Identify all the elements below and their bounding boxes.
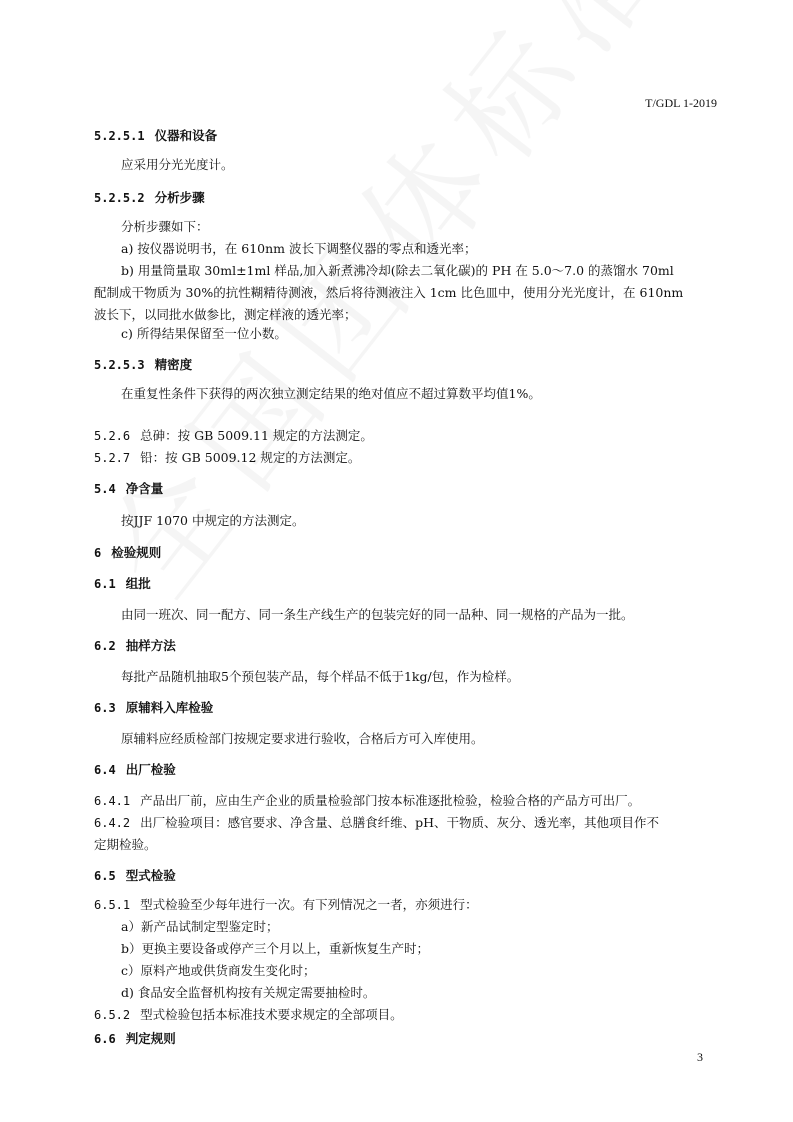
paragraph-line bbox=[121, 919, 278, 935]
section-heading bbox=[94, 576, 151, 592]
paragraph-line bbox=[121, 985, 375, 1001]
line-text: 分析步骤 bbox=[154, 190, 205, 205]
clause-number: 6.5.1 bbox=[94, 898, 131, 912]
paragraph-line bbox=[121, 963, 316, 979]
line-text: 精密度 bbox=[154, 357, 193, 372]
paragraph-line bbox=[94, 285, 683, 301]
section-heading bbox=[94, 545, 161, 561]
line-text: 定期检验。 bbox=[94, 837, 157, 852]
paragraph-line bbox=[121, 386, 541, 402]
section-heading bbox=[94, 762, 176, 778]
line-text: 原辅料应经质检部门按规定要求进行验收，合格后方可入库使用。 bbox=[121, 731, 484, 746]
clause-number: 6 bbox=[94, 546, 102, 560]
section-heading bbox=[94, 868, 176, 884]
line-text: 组批 bbox=[125, 576, 151, 591]
clause-number: 6.3 bbox=[94, 701, 116, 715]
clause-number: 5.2.5.1 bbox=[94, 129, 145, 143]
line-text: c）原料产地或供货商发生变化时； bbox=[121, 963, 316, 978]
paragraph-line bbox=[94, 307, 357, 323]
section-heading bbox=[94, 357, 192, 373]
clause-number: 6.2 bbox=[94, 639, 116, 653]
line-text: 应采用分光光度计。 bbox=[121, 157, 234, 172]
line-text: 波长下，以同批水做参比，测定样液的透光率； bbox=[94, 307, 357, 322]
clause-number: 5.2.6 bbox=[94, 429, 131, 443]
line-text: 判定规则 bbox=[125, 1031, 176, 1046]
clause-number: 6.5.2 bbox=[94, 1008, 131, 1022]
paragraph-line bbox=[121, 731, 484, 747]
line-text: 原辅料入库检验 bbox=[125, 700, 214, 715]
line-text: 出厂检验项目：感官要求、净含量、总膳食纤维、pH、干物质、灰分、透光率，其他项目作不 bbox=[140, 815, 660, 830]
line-text: 出厂检验 bbox=[125, 762, 176, 777]
paragraph-line bbox=[94, 450, 360, 466]
document-code: T/GDL 1-2019 bbox=[645, 96, 717, 110]
paragraph-line bbox=[94, 897, 478, 913]
clause-number: 6.4.1 bbox=[94, 794, 131, 808]
line-text: 检验规则 bbox=[111, 545, 162, 560]
paragraph-line bbox=[94, 815, 659, 831]
paragraph-line bbox=[94, 793, 640, 809]
section-heading bbox=[94, 638, 176, 654]
line-text: c) 所得结果保留至一位小数。 bbox=[121, 326, 287, 341]
page-number: 3 bbox=[697, 1050, 703, 1064]
clause-number: 6.6 bbox=[94, 1032, 116, 1046]
line-text: 型式检验包括本标准技术要求规定的全部项目。 bbox=[140, 1007, 403, 1022]
line-text: 净含量 bbox=[125, 481, 164, 496]
line-text: a) 按仪器说明书，在 610nm 波长下调整仪器的零点和透光率； bbox=[121, 241, 477, 256]
paragraph-line bbox=[121, 241, 477, 257]
line-text: 产品出厂前，应由生产企业的质量检验部门按本标准逐批检验，检验合格的产品方可出厂。 bbox=[140, 793, 641, 808]
line-text: 在重复性条件下获得的两次独立测定结果的绝对值应不超过算数平均值1%。 bbox=[121, 386, 541, 401]
paragraph-line bbox=[94, 428, 373, 444]
line-text: 铅：按 GB 5009.12 规定的方法测定。 bbox=[140, 450, 361, 465]
line-text: a）新产品试制定型鉴定时； bbox=[121, 919, 279, 934]
line-text: 总砷：按 GB 5009.11 规定的方法测定。 bbox=[140, 428, 373, 443]
line-text: d) 食品安全监督机构按有关规定需要抽检时。 bbox=[121, 985, 376, 1000]
line-text: 每批产品随机抽取5个预包装产品，每个样品不低于1kg/包，作为检样。 bbox=[121, 669, 520, 684]
section-heading bbox=[94, 700, 213, 716]
clause-number: 5.2.5.3 bbox=[94, 358, 145, 372]
line-text: 型式检验至少每年进行一次。有下列情况之一者，亦须进行： bbox=[140, 897, 478, 912]
section-heading bbox=[94, 481, 163, 497]
paragraph-line bbox=[121, 219, 209, 235]
line-text: 抽样方法 bbox=[125, 638, 176, 653]
line-text: b）更换主要设备或停产三个月以上，重新恢复生产时； bbox=[121, 941, 430, 956]
paragraph-line bbox=[94, 837, 157, 853]
section-heading bbox=[94, 190, 205, 206]
line-text: b) 用量筒量取 30ml±1ml 样品,加入新煮沸冷却(除去二氧化碳)的 PH 在 5.0～7.0 的蒸馏水 70ml bbox=[121, 263, 674, 278]
clause-number: 5.2.5.2 bbox=[94, 191, 145, 205]
clause-number: 5.2.7 bbox=[94, 451, 131, 465]
section-heading bbox=[94, 128, 217, 144]
paragraph-line bbox=[121, 607, 634, 623]
paragraph-line bbox=[121, 326, 287, 342]
clause-number: 5.4 bbox=[94, 482, 116, 496]
line-text: 仪器和设备 bbox=[154, 128, 218, 143]
paragraph-line bbox=[121, 513, 304, 529]
line-text: 由同一班次、同一配方、同一条生产线生产的包装完好的同一品种、同一规格的产品为一批。 bbox=[121, 607, 634, 622]
line-text: 配制成干物质为 30%的抗性糊精待测液，然后将待测液注入 1cm 比色皿中，使用分光光度计，在 610nm bbox=[94, 285, 684, 300]
paragraph-line bbox=[94, 1007, 403, 1023]
paragraph-line bbox=[121, 157, 234, 173]
line-text: 型式检验 bbox=[125, 868, 176, 883]
paragraph-line bbox=[121, 941, 429, 957]
paragraph-line bbox=[121, 669, 519, 685]
line-text: 按JJF 1070 中规定的方法测定。 bbox=[121, 513, 305, 528]
line-text: 分析步骤如下： bbox=[121, 219, 209, 234]
section-heading bbox=[94, 1031, 176, 1047]
clause-number: 6.1 bbox=[94, 577, 116, 591]
clause-number: 6.4.2 bbox=[94, 816, 131, 830]
paragraph-line bbox=[121, 263, 674, 279]
clause-number: 6.4 bbox=[94, 763, 116, 777]
clause-number: 6.5 bbox=[94, 869, 116, 883]
